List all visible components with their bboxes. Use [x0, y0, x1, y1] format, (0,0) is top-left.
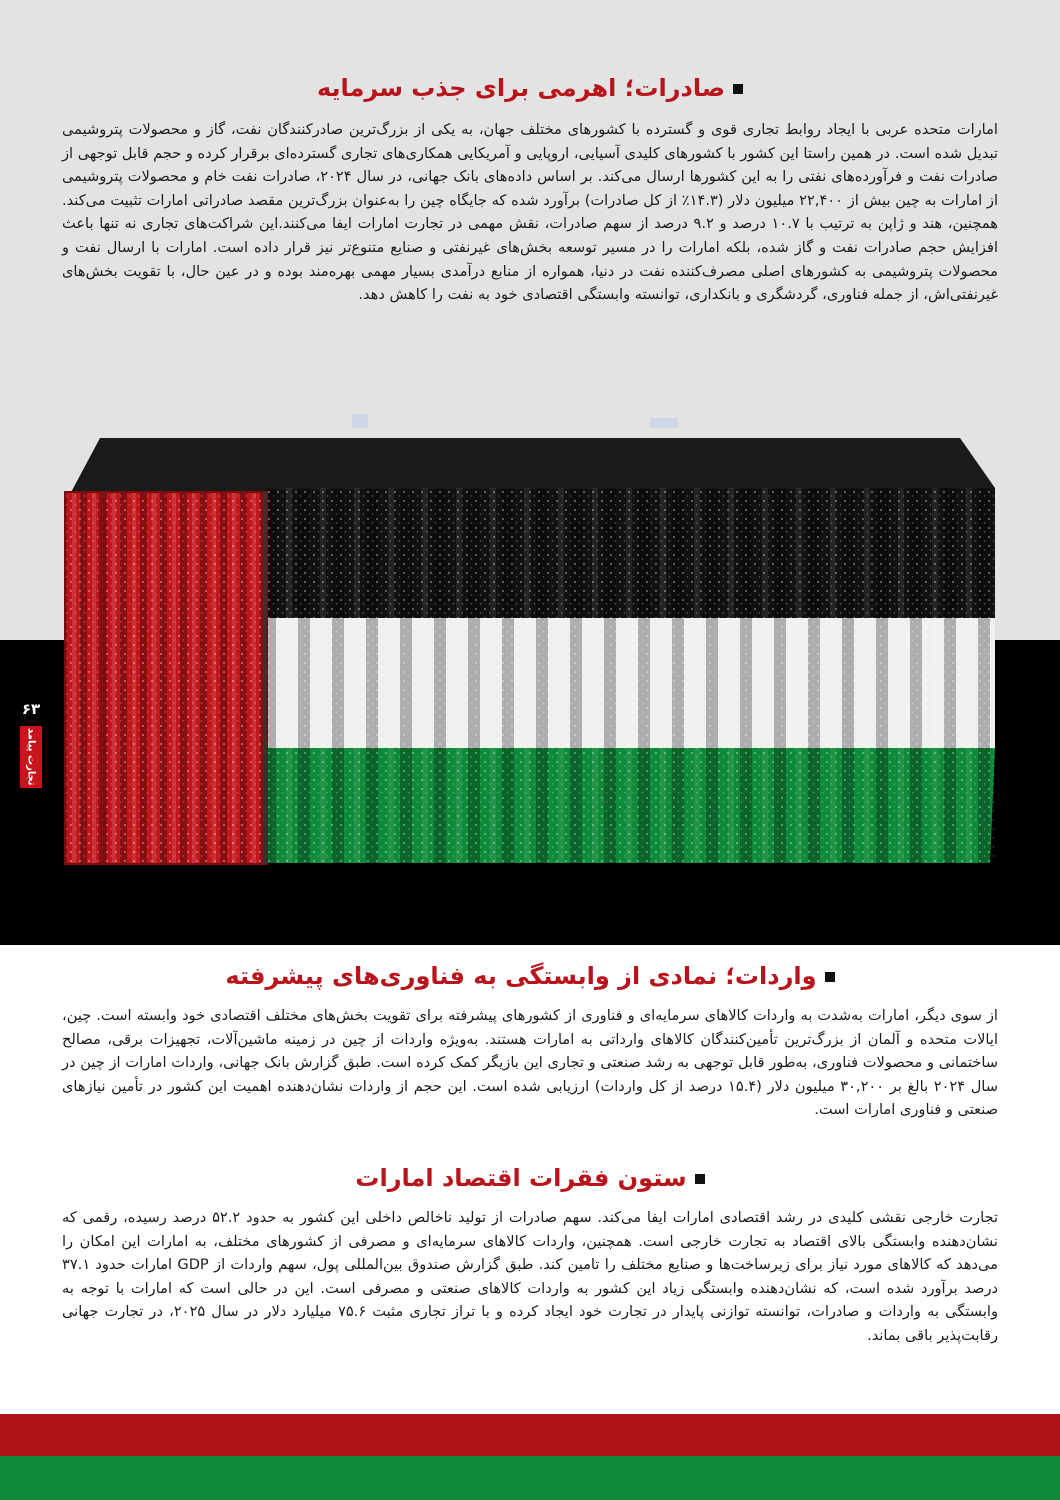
- bullet-square-icon: [825, 972, 835, 982]
- bullet-square-icon: [733, 84, 743, 94]
- magazine-logo: تجارت پیامد: [20, 726, 42, 788]
- section-title-text: ستون فقرات اقتصاد امارات: [355, 1164, 687, 1192]
- section-title-exports: [70, 74, 990, 102]
- bottom-flag-band: [0, 1414, 1060, 1500]
- bullet-square-icon: [695, 1174, 705, 1184]
- page-number: ۶۳: [21, 700, 41, 718]
- section-title-economy: [70, 1164, 990, 1192]
- bottom-band-green: [0, 1456, 1060, 1500]
- page-tab: [16, 700, 46, 788]
- bottom-band-red: [0, 1414, 1060, 1456]
- section-body-economy: تجارت خارجی نقشی کلیدی در رشد اقتصادی امارات ایفا می‌کند. سهم صادرات از تولید ناخالص داخلی این کشور به حدود ۵۲.۲ درصد رسیده، رقمی که نشان‌دهنده وابستگی بالای اقتصاد به تجارت خارجی است. همچنین، واردات کالاهای سرمایه‌ای و مصرفی از کشورهای مختلف، به امارات این امکان را می‌دهد که کالاهای مورد نیاز برای زیرساخت‌ها و صنایع مختلف را تامین کند. طبق گزارش صندوق بین‌المللی پول، سهم واردات از GDP امارات حدود ۳۷.۱ درصد برآورد شده است، که نشان‌دهنده وابستگی زیاد این کشور به واردات کالاهای صنعتی و مصرفی است. این در حالی است که امارات با توجه به وابستگی به واردات و صادرات، توانسته توازنی پایدار در تجارت خود ایجاد کرده و با تراز تجاری مثبت ۷۵.۶ میلیارد دلار در سال ۲۰۲۵، در تجارت جهانی رقابت‌پذیر باقی بماند.: [62, 1209, 999, 1344]
- section-title-text: واردات؛ نمادی از وابستگی به فناوری‌های پیشرفته: [225, 962, 817, 990]
- section-title-text: صادرات؛ اهرمی برای جذب سرمایه: [316, 74, 726, 102]
- section-body-imports: از سوی دیگر، امارات به‌شدت به واردات کالاهای سرمایه‌ای و فناوری از کشورهای پیشرفته برای تقویت بخش‌های مختلف اقتصادی خود وابسته است. چین، ایالات متحده و آلمان از بزرگ‌ترین تأمین‌کنندگان کالاهای وارداتی به امارات هستند. به‌ویژه واردات از چین در زمینه ماشین‌آلات، تجهیزات برقی، مصالح ساختمانی و محصولات فناوری، به‌طور قابل توجهی به رشد صنعتی و تجاری این بازیگر کمک کرده است. طبق گزارش بانک جهانی، واردات امارات از چین در سال ۲۰۲۴ بالغ بر ۳۰,۲۰۰ میلیون دلار (۱۵.۴ درصد از کل واردات) ارزیابی شده است. این حجم از واردات نشان‌دهنده اهمیت این کشور در تأمین نیازهای صنعتی و فناوری امارات است.: [62, 1007, 998, 1119]
- section-title-imports: [70, 962, 990, 990]
- container-illustration: [60, 408, 1005, 868]
- section-body-exports: امارات متحده عربی با ایجاد روابط تجاری قوی و گسترده با کشورهای مختلف جهان، به یکی از بزرگ‌ترین صادرکنندگان نفت، گاز و محصولات پتروشیمی تبدیل شده است. در همین راستا این کشور با کشورهای کلیدی آسیایی، اروپایی و آمریکایی همکاری‌های تجاری گسترده‌ای برقرار کرده و حجم قابل توجهی از صادرات نفت و فرآورده‌های نفتی را به این کشورها ارسال می‌کند. بر اساس داده‌های بانک جهانی، در سال ۲۰۲۴، صادرات نفت خام و محصولات پتروشیمی از امارات به چین بیش از ۲۲,۴۰۰ میلیون دلار (۱۴.۳٪ از کل صادرات) برآورد شده که جایگاه چین را به‌عنوان بزرگ‌ترین مقصد صادراتی امارات تثبیت می‌کند. همچنین، هند و ژاپن به ترتیب با ۱۰.۷ درصد و ۹.۲ درصد از سهم صادرات، نقش مهمی در تجارت امارات ایفا می‌کنند.این شراکت‌های تجاری نه تنها باعث افزایش حجم صادرات نفت و گاز شده، بلکه امارات را در مسیر توسعه بخش‌های غیرنفتی و صنایع متنوع‌تر نیز قرار داده است. امارات با ارسال نفت و محصولات پتروشیمی به کشورهای اصلی مصرف‌کننده نفت در دنیا، همواره از منابع درآمدی بسیار مهمی بهره‌مند بوده و در عین حال، با تقویت بخش‌های غیرنفتی‌اش، از جمله فناوری، گردشگری و بانکداری، توانسته وابستگی اقتصادی خود به نفت را کاهش دهد.: [62, 121, 999, 304]
- uae-flag-container-image: [60, 408, 1005, 868]
